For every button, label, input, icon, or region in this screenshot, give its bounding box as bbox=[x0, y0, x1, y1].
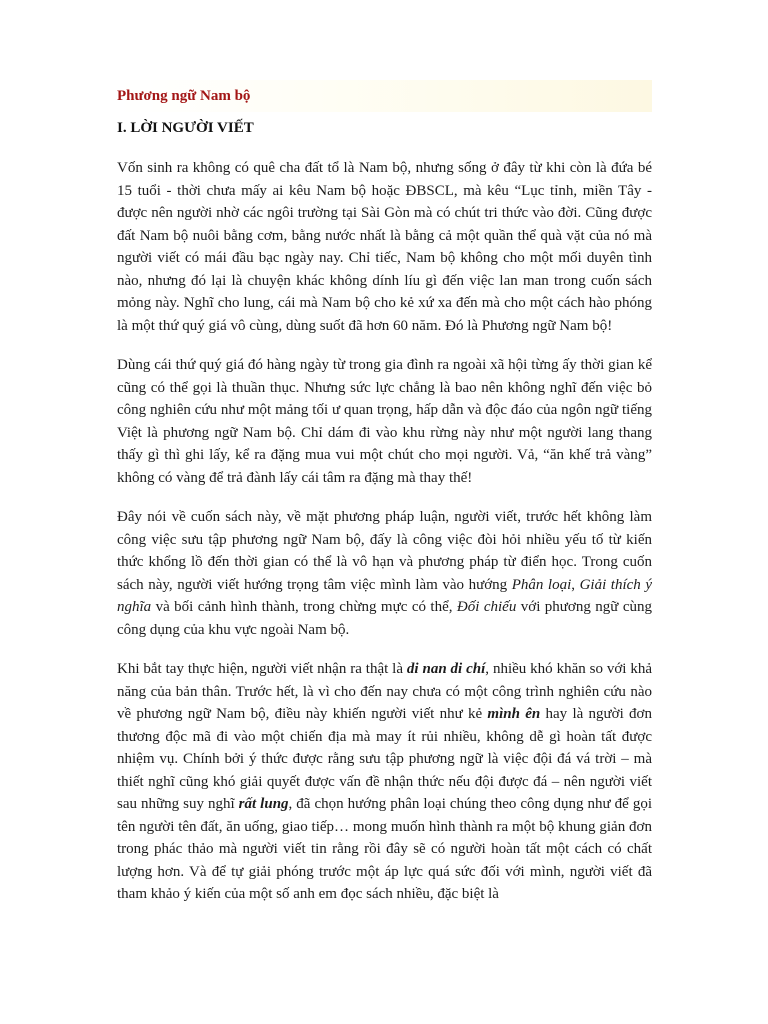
paragraph-1 bbox=[117, 157, 652, 337]
document-title bbox=[117, 80, 652, 112]
document-title-text: Phương ngữ Nam bộ bbox=[117, 88, 251, 104]
paragraph-2 bbox=[117, 354, 652, 489]
italic-phan-loai: Phân loại bbox=[511, 576, 572, 593]
paragraph-2-text: Dùng cái thứ quý giá đó hàng ngày từ trong gia đình ra ngoài xã hội từng ấy thời gian kể cũng có thể gọi là thuần thục. Nhưng sức lực chẳng là bao nên không nghĩ đến việc bỏ công nghiên cứu như một mảng tối ư quan trọng, hấp dẫn và độc đáo của ngôn ngữ tiếng Việt là phương ngữ Nam bộ. Chỉ dám đi vào khu rừng này như một người lang thang thấy gì thì ghi lấy, kể ra đặng mua vui một chút cho mọi người. Vả, “ăn khế trả vàng” không có vàng để trả đành lấy cái tâm ra đặng mà thay thế! bbox=[117, 357, 652, 486]
paragraph-3-text-2: và bối cảnh hình thành, trong chừng mực có thể, bbox=[151, 599, 457, 615]
italic-giai-thich: Giải thích ý nghĩa bbox=[117, 576, 653, 615]
paragraph-4-text: Khi bắt tay thực hiện, người viết nhận ra thật là bbox=[117, 661, 407, 677]
bold-italic-di-nan: di nan di chí bbox=[406, 661, 486, 677]
italic-doi-chieu: Đối chiếu bbox=[456, 599, 517, 615]
paragraph-3-text-3: với phương ngữ cùng công dụng của khu vực ngoài Nam bộ. bbox=[117, 599, 653, 638]
paragraph-3 bbox=[117, 506, 652, 641]
paragraph-1-text: Vốn sinh ra không có quê cha đất tổ là Nam bộ, nhưng sống ở đây từ khi còn là đứa bé 15 tuổi - thời chưa mấy ai kêu Nam bộ hoặc ĐBSCL, mà kêu “Lục tỉnh, miền Tây - được nên người nhờ các ngôi trường tại Sài Gòn mà có chút tri thức vào đời. Cũng được đất Nam bộ nuôi bằng cơm, bằng nước nhất là bằng cả một quần thể quà vặt của nó mà người viết có mái đầu bạc ngày nay. Chỉ tiếc, Nam bộ không cho một mối duyên tình nào, nhưng đó lại là chuyện khác không dính líu gì đến việc lan man trong cuốn sách mỏng này. Nghĩ cho lung, cái mà Nam bộ cho kẻ xứ xa đến mà cho một cách hào phóng là một thứ quý giá vô cùng, dùng suốt đã hơn 60 năm. Đó là Phương ngữ Nam bộ! bbox=[117, 160, 652, 334]
paragraph-4 bbox=[117, 658, 652, 906]
paragraph-4-text-2: , nhiều khó khăn so với khả năng của bản thân. Trước hết, là vì cho đến nay chưa có một công trình nghiên cứu nào về phương ngữ Nam bộ, điều này khiến người viết như kẻ bbox=[117, 661, 653, 722]
paragraph-3-text: Đây nói về cuốn sách này, về mặt phương pháp luận, người viết, trước hết không làm công việc sưu tập phương ngữ Nam bộ, đấy là công việc đòi hỏi nhiều yếu tố từ kiến thức khổng lồ đến thời gian có thể là vô hạn và phương pháp từ điển học. Trong cuốn sách này, người viết hướng trọng tâm việc mình làm vào hướng bbox=[117, 509, 652, 593]
paragraph-3-sep: , bbox=[571, 576, 580, 593]
paragraph-4-text-3: hay là người đơn thương độc mã đi vào một chiến địa mà may ít rủi nhiều, không dễ gì hoàn tất được nhiệm vụ. Chính bởi ý thức được rằng sưu tập phương ngữ là việc đội đá vá trời – mà thiết nghĩ cũng khó giải quyết được vấn đề nhận thức nếu đội được đá – nên người viết sau những suy nghĩ bbox=[117, 706, 652, 812]
section-heading: I. LỜI NGƯỜI VIẾT bbox=[117, 120, 254, 136]
bold-italic-rat-lung: rất lung bbox=[238, 796, 289, 812]
paragraph-4-text-4: , đã chọn hướng phân loại chúng theo công dụng như để gọi tên người tên đất, ăn uống, giao tiếp… mong muốn hình thành ra một bộ khung giản đơn trong phác thảo mà người viết tin rằng rồi đây sẽ có người hoàn tất một cách có chất lượng hơn. Và để tự giải phóng trước một áp lực quá sức đối với mình, người viết đã tham khảo ý kiến của một số anh em đọc sách nhiều, đặc biệt là bbox=[117, 796, 653, 902]
document-page bbox=[117, 80, 652, 923]
bold-italic-minh-en: mình ên bbox=[487, 706, 541, 722]
